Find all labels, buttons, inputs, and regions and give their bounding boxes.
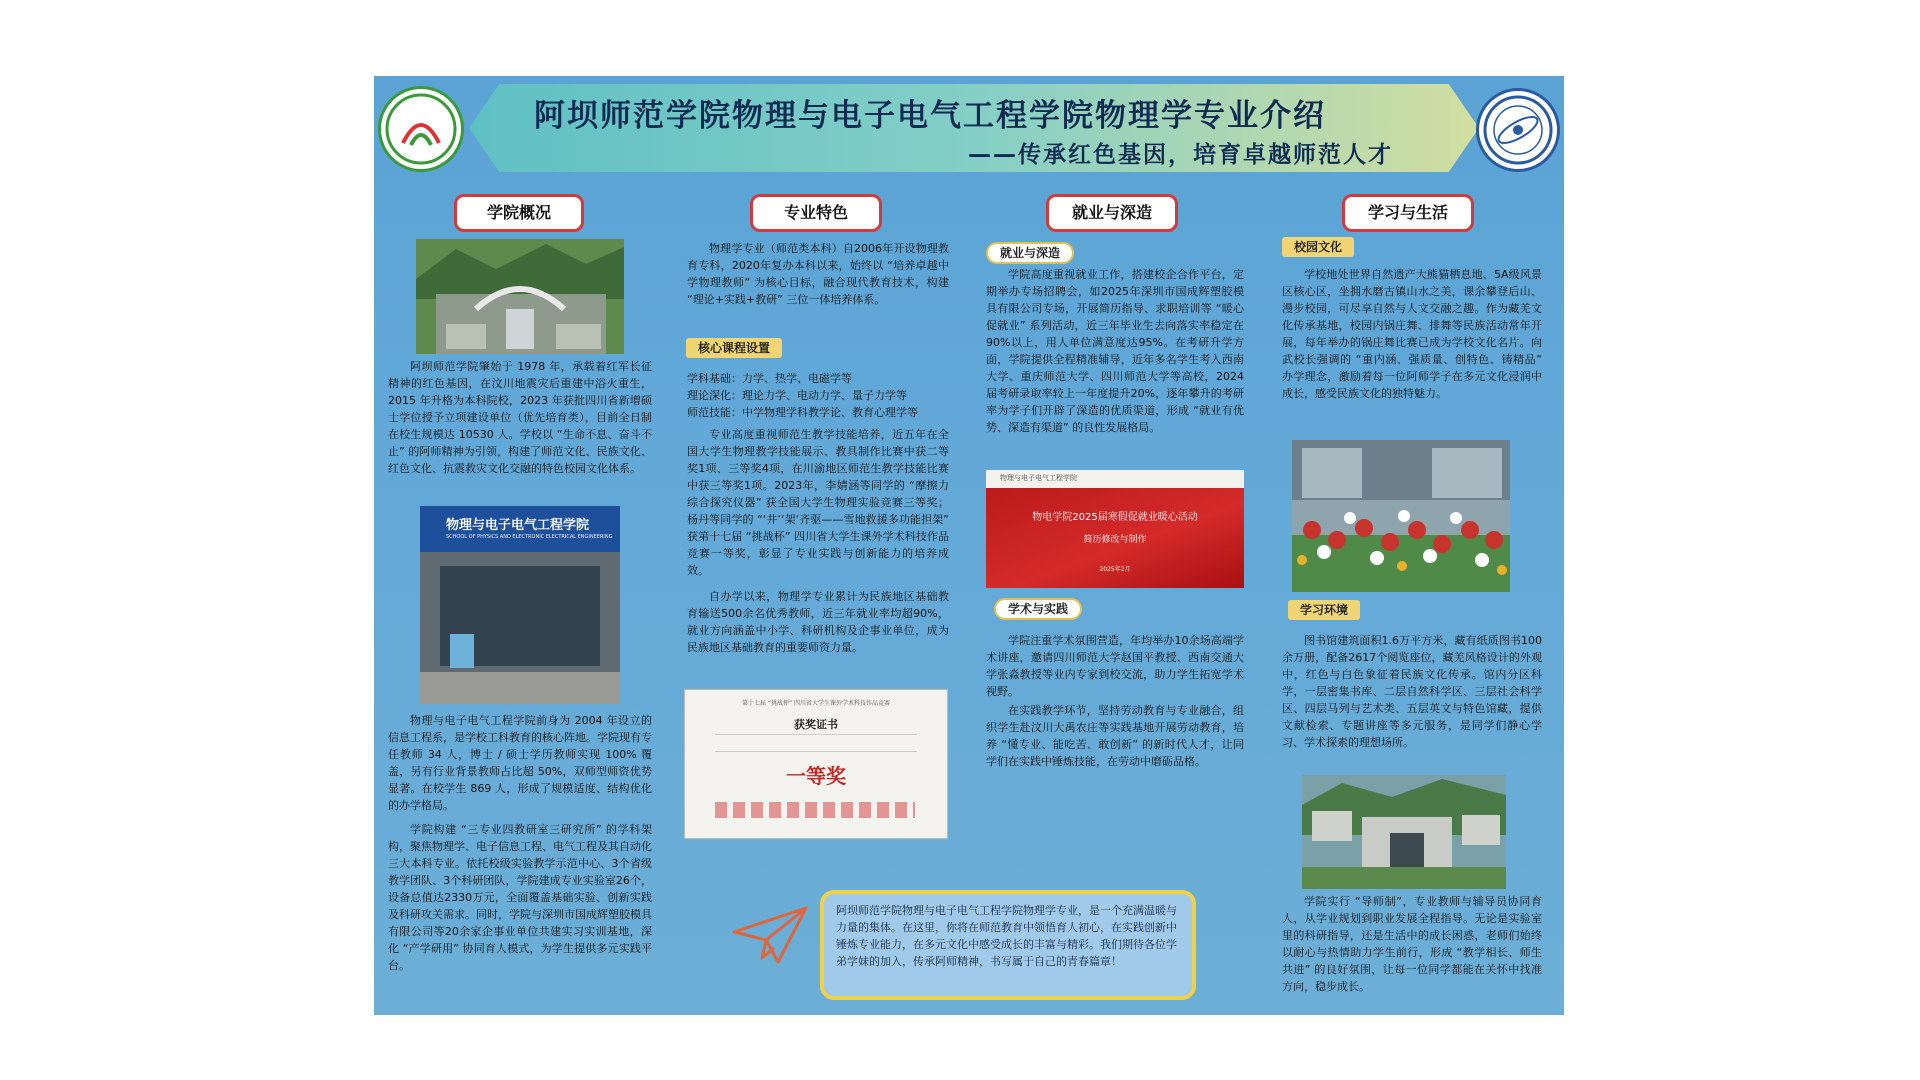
tag-core-courses: 核心课程设置 <box>686 338 782 358</box>
page-title: 阿坝师范学院物理与电子电气工程学院物理学专业介绍 <box>534 98 1326 134</box>
college-history-text: 物理与电子电气工程学院前身为 2004 年设立的信息工程系，是学校工科教育的核心阵地。学院现有专任教师 34 人，博士 / 硕士学历教师实现 100% 覆盖，另有行业背景教师占比超 50%，双师型师资优势显著。在校学生 869 人，形成了规模适度、结构优化的办学格局。 <box>388 714 652 812</box>
tag-study-environment: 学习环境 <box>1288 600 1360 620</box>
awards-text: 专业高度重视师范生教学技能培养，近五年在全国大学生物理教学技能展示、教具制作比赛中获二等奖1项、三等奖4项，在川渝地区师范生教学技能比赛中获三等奖1项。2023年，李婧涵等同学的 “摩擦力综合探究仪器” 获全国大学生物理实验竞赛三等奖；杨丹等同学的 “‘井’‘架’齐驱——雪地救援多功能担架” 获第十七届 “挑战杯” 四川省大学生课外学术科技作品竞赛一等奖，彰显了专业实践与创新能力的培养成效。 <box>687 428 949 577</box>
course-basic: 学科基础：力学、热学、电磁学等 <box>687 372 852 385</box>
campus-culture-text: 学校地处世界自然遗产大熊猫栖息地、5A级风景区核心区，坐拥水磨古镇山水之美，课余攀登后山、漫步校园，可尽享自然与人文交融之趣。作为藏羌文化传承基地，校园内锅庄舞、排舞等民族活动常年开展，每年举办的锅庄舞比赛已成为学校文化名片。向武校长强调的 “重内涵、强质量、创特色、铸精品” 办学理念，激励着每一位阿师学子在多元文化浸润中成长，感受民族文化的独特魅力。 <box>1282 268 1542 400</box>
employment-activity-slide <box>986 470 1244 588</box>
course-list <box>687 370 949 421</box>
heading-employment: 就业与深造 <box>1046 194 1178 232</box>
building-entrance-photo <box>420 506 620 704</box>
tag-academic-practice: 学术与实践 <box>994 598 1082 620</box>
employment-text: 学院高度重视就业工作，搭建校企合作平台，定期举办专场招聘会，如2025年深圳市国成辉塑胶模具有限公司专场，开展简历指导、求职培训等 “暖心促就业” 系列活动，近三年毕业生去向落实率稳定在90%以上，用人单位满意度达95%。在考研升学方面，学院提供全程精准辅导，近年多名学生考入西南大学、重庆师范大学、四川师范大学等高校，2024届考研录取率较上一年度提升20%，逐年攀升的考研率为学子们开辟了深造的优质渠道，形成 “就业有优势、深造有渠道” 的良性发展格局。 <box>986 268 1244 434</box>
school-logo-icon <box>378 86 464 172</box>
award-certificate <box>684 689 948 839</box>
poster <box>374 76 1564 1015</box>
college-structure-text: 学院构建 “三专业四教研室三研究所” 的学科架构，聚焦物理学、电子信息工程、电气工程及其自动化三大本科专业。依托校级实验教学示范中心、3个省级教学团队、3个科研团队，学院建成专业实验室26个，设备总值达2330万元，全面覆盖基础实验、创新实践及科研攻关需求。同时，学院与深圳市国成辉塑胶模具有限公司等20余家企事业单位共建实习实训基地，深化 “产学研用” 协同育人模式，为学生提供多元实践平台。 <box>388 823 652 972</box>
library-text: 图书馆建筑面积1.6万平方米，藏有纸质图书100余万册，配备2617个阅览座位，藏羌风格设计的外观中，红色与白色象征着民族文化传承。馆内分区科学，一层密集书库、二层自然科学区、三层社会科学区、四层马列与艺术类、五层英文与特色馆藏，提供文献检索、专题讲座等多元服务，是同学们静心学习、学术探索的理想场所。 <box>1282 634 1542 749</box>
academic-text: 学院注重学术氛围营造，年均举办10余场高端学术讲座，邀请四川师范大学赵国平教授、西南交通大学张淼教授等业内专家到校交流，助力学生拓宽学术视野。 <box>986 634 1244 698</box>
college-intro-text: 阿坝师范学院肇始于 1978 年，承载着红军长征精神的红色基因，在汶川地震灾后重建中浴火重生，2015 年升格为本科院校，2023 年获批四川省新增硕士学位授予立项建设单位（优先培育类），目前全日制在校生规模达 10530 人。学校以 “生命不息、奋斗不止” 的阿师精神为引领，构建了师范文化、民族文化、红色文化、抗震救灾文化交融的特色校园文化体系。 <box>388 360 652 475</box>
paper-plane-icon <box>730 902 810 968</box>
practice-text: 在实践教学环节，坚持劳动教育与专业融合，组织学生赴汶川大禹农庄等实践基地开展劳动教育，培养 “懂专业、能吃苦、敢创新” 的新时代人才，让同学们在实践中锤炼技能，在劳动中磨砺品格。 <box>986 704 1244 768</box>
heading-study-life: 学习与生活 <box>1342 194 1474 232</box>
building-sign-text: 物理与电子电气工程学院 <box>446 518 590 533</box>
slide-header: 物理与电子电气工程学院 <box>1000 474 1077 482</box>
slide-subtitle: 简历修改与制作 <box>1083 535 1147 545</box>
heading-major-features: 专业特色 <box>750 194 882 232</box>
closing-message-box <box>820 890 1196 1000</box>
slide-date: 2025年2月 <box>1099 566 1131 573</box>
tag-employment: 就业与深造 <box>986 242 1074 264</box>
campus-aerial-photo <box>416 239 624 354</box>
certificate-title: 获奖证书 <box>794 718 838 731</box>
slide-title: 物电学院2025届寒假促就业暖心活动 <box>1032 512 1198 523</box>
library-photo <box>1302 775 1506 889</box>
tag-campus-culture: 校园文化 <box>1282 237 1354 257</box>
graduates-text: 自办学以来，物理学专业累计为民族地区基础教育输送500余名优秀教师，近三年就业率均超90%，就业方向涵盖中小学、科研机构及企事业单位，成为民族地区基础教育的重要师资力量。 <box>687 590 949 654</box>
major-intro-text: 物理学专业（师范类本科）自2006年开设物理教育专科，2020年复办本科以来，始终以 “培养卓越中学物理教师” 为核心目标，融合现代教育技术，构建 “理论+实践+教研” 三位一体培养体系。 <box>687 242 949 306</box>
folk-dance-photo <box>1292 440 1510 592</box>
course-theory: 理论深化：理论力学、电动力学、量子力学等 <box>687 389 907 402</box>
mentor-text: 学院实行 “导师制”，专业教师与辅导员协同育人，从学业规划到职业发展全程指导。无论是实验室里的科研指导，还是生活中的成长困惑，老师们始终以耐心与热情助力学生前行，形成 “教学相长、师生共进” 的良好氛围，让每一位同学都能在关怀中找准方向，稳步成长。 <box>1282 895 1542 993</box>
building-sign-english: SCHOOL OF PHYSICS AND ELECTRONIC ELECTRICAL ENGINEERING <box>446 534 613 540</box>
heading-college-overview: 学院概况 <box>454 194 584 232</box>
certificate-award: 一等奖 <box>786 764 846 788</box>
closing-message: 阿坝师范学院物理与电子电气工程学院物理学专业，是一个充满温暖与力量的集体。在这里，你将在师范教育中领悟育人初心，在实践创新中锤炼专业能力，在多元文化中感受成长的丰富与精彩。我们期待各位学弟学妹的加入，传承阿师精神，书写属于自己的青春篇章！ <box>836 904 1177 968</box>
certificate-header: 第十七届 “挑战杯” 四川省大学生课外学术科技作品竞赛 <box>741 700 891 707</box>
page-subtitle: ——传承红色基因，培育卓越师范人才 <box>968 142 1393 168</box>
course-teaching: 师范技能：中学物理学科教学论、教育心理学等 <box>687 406 918 419</box>
college-logo-icon <box>1476 88 1560 172</box>
